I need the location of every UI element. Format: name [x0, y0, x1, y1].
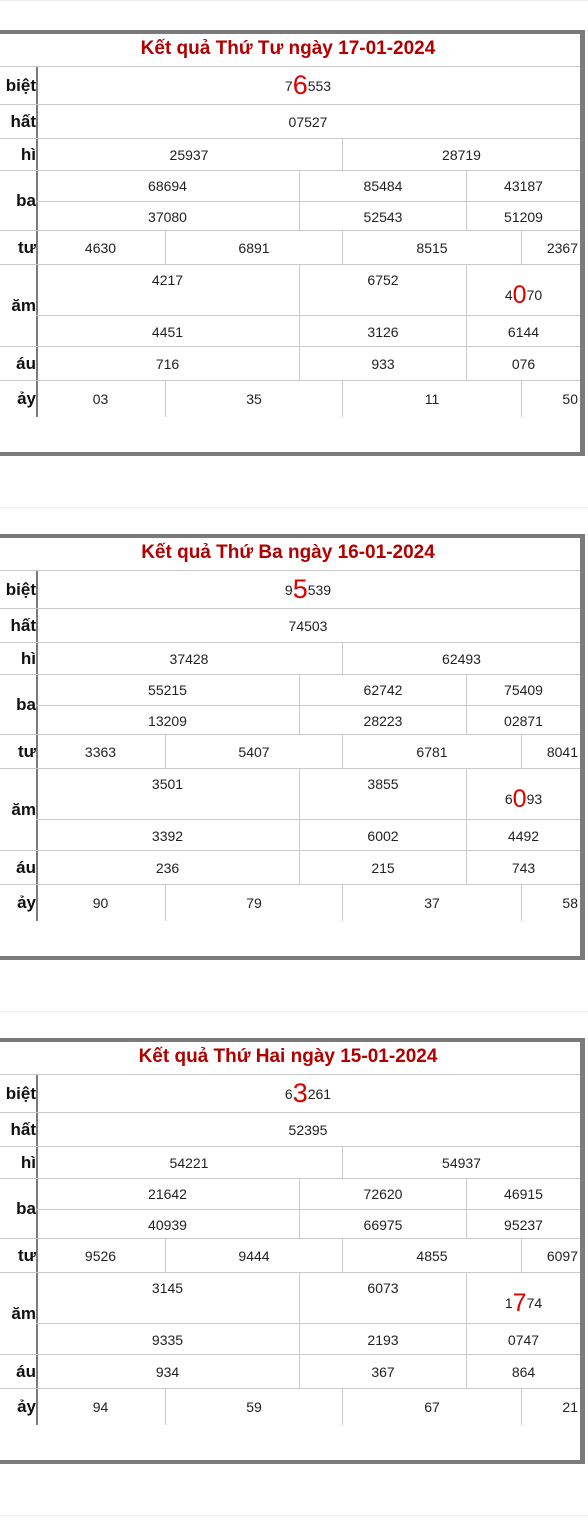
first-prize-number: 07527	[288, 114, 328, 130]
prize-number: 54221	[169, 1155, 209, 1171]
prize-number: 367	[299, 1355, 466, 1389]
digits: 74	[526, 1295, 543, 1311]
prize-row-seventh	[0, 1388, 580, 1425]
prize-number: 02871	[466, 705, 580, 735]
prize-number: 716	[155, 356, 180, 372]
fifth-prize-highlight-number	[466, 769, 580, 819]
prize-number: 4855	[342, 1239, 521, 1273]
cell-spacer	[36, 295, 299, 315]
prize-number: 4451	[36, 315, 299, 347]
prize-number: 864	[466, 1355, 580, 1389]
prize-number: 8515	[342, 231, 521, 265]
fifth-prize-highlight-number	[466, 265, 580, 315]
highlight-digit: 3	[292, 1077, 308, 1108]
prize-number: 5407	[165, 735, 342, 769]
prize-number: 50	[521, 381, 580, 417]
prize-row-special	[0, 1074, 580, 1113]
cell-spacer	[299, 295, 466, 315]
highlight-digit: 6	[292, 69, 308, 100]
prize-row-third	[0, 170, 580, 231]
digit: 6	[284, 1086, 293, 1102]
prize-number: 90	[92, 895, 109, 911]
special-prize-number	[36, 1075, 580, 1113]
prize-number: 52543	[299, 201, 466, 231]
prize-number: 3363	[84, 744, 117, 760]
separator	[0, 1515, 588, 1516]
prize-number: 934	[155, 1364, 180, 1380]
prize-number: 6891	[165, 231, 342, 265]
prize-number: 72620	[299, 1179, 466, 1209]
prize-label-seventh: ảy	[0, 381, 38, 417]
prize-number: 236	[155, 860, 180, 876]
digits: 93	[526, 791, 543, 807]
prize-label-sixth: áu	[0, 1355, 38, 1389]
prize-number: 35	[165, 381, 342, 417]
prize-label-fourth: tư	[0, 735, 38, 769]
prize-number: 9526	[84, 1248, 117, 1264]
prize-row-third	[0, 674, 580, 735]
prize-label-fifth: ăm	[0, 769, 38, 851]
prize-label-fourth: tư	[0, 1239, 38, 1273]
special-prize-number	[36, 571, 580, 609]
prize-number: 4217	[151, 272, 184, 288]
prize-number: 28719	[342, 139, 580, 171]
digits: 553	[307, 78, 332, 94]
digits: 70	[526, 287, 543, 303]
prize-row-fourth	[0, 1238, 580, 1273]
prize-number: 68694	[148, 178, 187, 194]
prize-number: 743	[466, 851, 580, 885]
prize-number: 2367	[521, 231, 580, 265]
prize-number: 4492	[466, 819, 580, 851]
prize-label-fourth: tư	[0, 231, 38, 265]
prize-number: 3855	[299, 769, 466, 799]
prize-number: 75409	[466, 675, 580, 705]
prize-row-sixth	[0, 346, 580, 381]
prize-label-seventh: ảy	[0, 1389, 38, 1425]
digit: 7	[284, 78, 293, 94]
prize-row-seventh	[0, 380, 580, 417]
prize-number: 215	[299, 851, 466, 885]
prize-number: 6073	[299, 1273, 466, 1303]
result-table	[0, 534, 585, 960]
digit: 1	[504, 1295, 513, 1311]
prize-label-seventh: ảy	[0, 885, 38, 921]
prize-number: 79	[165, 885, 342, 921]
prize-number: 62493	[342, 643, 580, 675]
prize-number: 8041	[521, 735, 580, 769]
prize-label-second: hì	[0, 643, 38, 675]
table-title: Kết quả Thứ Hai ngày 15-01-2024	[138, 1046, 438, 1067]
prize-number: 25937	[169, 147, 209, 163]
prize-label-second: hì	[0, 139, 38, 171]
prize-number: 95237	[466, 1209, 580, 1239]
prize-row-sixth	[0, 850, 580, 885]
prize-label-fifth: ăm	[0, 1273, 38, 1355]
prize-row-third	[0, 1178, 580, 1239]
prize-row-fourth	[0, 734, 580, 769]
cell-spacer	[299, 799, 466, 819]
prize-row-fifth	[0, 768, 580, 851]
table-title: Kết quả Thứ Ba ngày 16-01-2024	[141, 542, 435, 563]
prize-number: 37428	[169, 651, 209, 667]
cell-spacer	[299, 1303, 466, 1323]
prize-number: 6752	[299, 265, 466, 295]
table-title: Kết quả Thứ Tư ngày 17-01-2024	[140, 38, 436, 59]
prize-number: 6144	[466, 315, 580, 347]
prize-row-second	[0, 1146, 580, 1179]
prize-number: 3126	[299, 315, 466, 347]
prize-number: 21642	[148, 1186, 187, 1202]
prize-number: 6781	[342, 735, 521, 769]
separator	[0, 0, 588, 1]
prize-number: 21	[521, 1389, 580, 1425]
prize-number: 58	[521, 885, 580, 921]
prize-row-first	[0, 608, 580, 643]
prize-number: 46915	[466, 1179, 580, 1209]
prize-row-fifth	[0, 1272, 580, 1355]
prize-number: 54937	[342, 1147, 580, 1179]
prize-number: 11	[342, 381, 521, 417]
prize-number: 076	[466, 347, 580, 381]
result-table	[0, 30, 585, 456]
prize-number: 6097	[521, 1239, 580, 1273]
special-prize-number	[36, 67, 580, 105]
prize-number: 37080	[36, 201, 299, 231]
fifth-prize-highlight-number	[466, 1273, 580, 1323]
prize-number: 55215	[148, 682, 187, 698]
prize-number: 9444	[165, 1239, 342, 1273]
prize-label-second: hì	[0, 1147, 38, 1179]
prize-label-first: hất	[0, 105, 38, 139]
prize-label-third: ba	[0, 675, 38, 735]
prize-number: 28223	[299, 705, 466, 735]
prize-row-fourth	[0, 230, 580, 265]
prize-label-special: biệt	[0, 67, 38, 105]
prize-number: 3392	[36, 819, 299, 851]
prize-number: 67	[342, 1389, 521, 1425]
digit: 9	[284, 582, 293, 598]
prize-label-first: hất	[0, 1113, 38, 1147]
separator	[0, 1011, 588, 1012]
prize-number: 2193	[299, 1323, 466, 1355]
prize-row-sixth	[0, 1354, 580, 1389]
prize-number: 933	[299, 347, 466, 381]
prize-number: 94	[92, 1399, 109, 1415]
prize-number: 59	[165, 1389, 342, 1425]
digits: 539	[307, 582, 332, 598]
result-table	[0, 1038, 585, 1464]
cell-spacer	[36, 1303, 299, 1323]
separator	[0, 507, 588, 508]
prize-number: 43187	[466, 171, 580, 201]
prize-row-first	[0, 1112, 580, 1147]
prize-row-second	[0, 642, 580, 675]
prize-number: 03	[92, 391, 109, 407]
first-prize-number: 52395	[288, 1122, 328, 1138]
prize-number: 51209	[466, 201, 580, 231]
prize-row-special	[0, 66, 580, 105]
prize-label-sixth: áu	[0, 347, 38, 381]
digit: 6	[504, 791, 513, 807]
prize-number: 3501	[151, 776, 184, 792]
prize-number: 85484	[299, 171, 466, 201]
prize-label-sixth: áu	[0, 851, 38, 885]
prize-label-first: hất	[0, 609, 38, 643]
prize-label-fifth: ăm	[0, 265, 38, 347]
highlight-digit: 0	[512, 280, 527, 309]
prize-number: 4630	[84, 240, 117, 256]
prize-row-first	[0, 104, 580, 139]
prize-number: 9335	[36, 1323, 299, 1355]
prize-row-special	[0, 570, 580, 609]
prize-row-second	[0, 138, 580, 171]
prize-number: 37	[342, 885, 521, 921]
digits: 261	[307, 1086, 332, 1102]
prize-number: 66975	[299, 1209, 466, 1239]
prize-number: 6002	[299, 819, 466, 851]
prize-number: 13209	[36, 705, 299, 735]
cell-spacer	[36, 799, 299, 819]
prize-number: 0747	[466, 1323, 580, 1355]
first-prize-number: 74503	[288, 618, 328, 634]
highlight-digit: 0	[512, 784, 527, 813]
prize-label-third: ba	[0, 1179, 38, 1239]
prize-number: 3145	[151, 1280, 184, 1296]
highlight-digit: 7	[512, 1288, 527, 1317]
prize-number: 62742	[299, 675, 466, 705]
prize-row-seventh	[0, 884, 580, 921]
digit: 4	[504, 287, 513, 303]
highlight-digit: 5	[292, 573, 308, 604]
prize-label-special: biệt	[0, 571, 38, 609]
prize-label-third: ba	[0, 171, 38, 231]
prize-label-special: biệt	[0, 1075, 38, 1113]
prize-number: 40939	[36, 1209, 299, 1239]
prize-row-fifth	[0, 264, 580, 347]
